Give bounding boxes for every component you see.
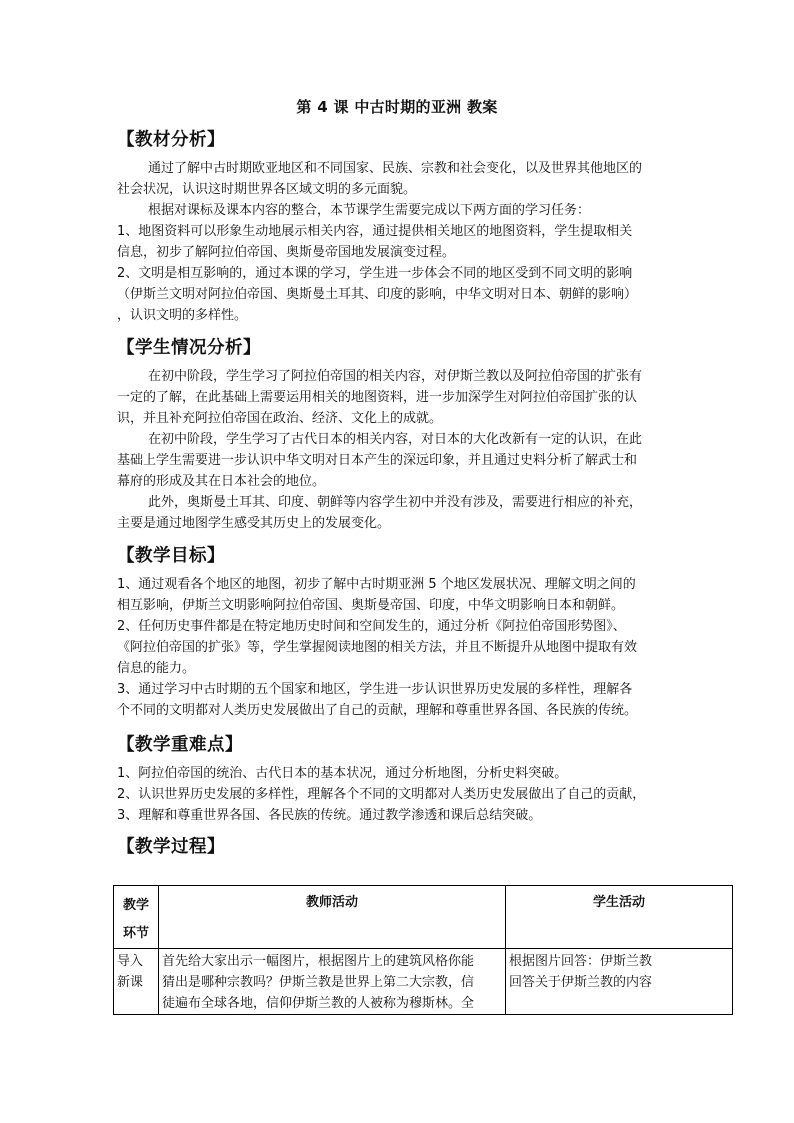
table-cell-teacher: [159, 949, 506, 1015]
section-body-analysis: [117, 158, 677, 326]
table-header-student: 学生活动: [506, 886, 733, 949]
cell-line: 回答关于伊斯兰教的内容: [509, 975, 653, 990]
paragraph-line: 通过了解中古时期欧亚地区和不同国家、民族、宗教和社会变化，以及世界其他地区的: [148, 161, 643, 176]
page-title: 第 4 课 中古时期的亚洲 教案: [296, 98, 498, 116]
paragraph-line: 1、地图资料可以形象生动地展示相关内容，通过提供相关地区的地图资料，学生提取相关: [117, 224, 633, 239]
lesson-process-table: [113, 885, 733, 1015]
table-row: [114, 949, 733, 1015]
paragraph-line: 2、任何历史事件都是在特定地历史时间和空间发生的，通过分析《阿拉伯帝国形势图》、: [117, 619, 626, 634]
table-cell-phase: 导入新课: [114, 949, 159, 1015]
paragraph-line: 在初中阶段，学生学习了阿拉伯帝国的相关内容，对伊斯兰教以及阿拉伯帝国的扩张有: [148, 369, 643, 384]
paragraph-line: 《阿拉伯帝国的扩张》等，学生掌握阅读地图的相关方法，并且不断提升从地图中提取有效: [117, 640, 638, 655]
paragraph-line: （伊斯兰文明对阿拉伯帝国、奥斯曼土耳其、印度的影响，中华文明对日本、朝鲜的影响）: [117, 287, 638, 302]
paragraph-line: 识，并且补充阿拉伯帝国在政治、经济、文化上的成就。: [117, 411, 443, 426]
cell-line: 猜出是哪种宗教吗？伊斯兰教是世界上第二大宗教，信: [162, 975, 475, 990]
table-header-phase: 教学环节: [114, 886, 159, 949]
section-heading-goals: 【教学目标】: [117, 546, 225, 566]
section-body-keypoints: [117, 763, 677, 826]
cell-line: 徒遍布全球各地，信仰伊斯兰教的人被称为穆斯林。全: [162, 996, 475, 1011]
paragraph-line: 2、认识世界历史发展的多样性，理解各个不同的文明都对人类历史发展做出了自己的贡献，: [117, 787, 646, 802]
paragraph-line: 3、通过学习中古时期的五个国家和地区，学生进一步认识世界历史发展的多样性，理解各: [117, 682, 633, 697]
table-header-row: [114, 886, 733, 949]
paragraph-line: 社会状况，认识这时期世界各区域文明的多元面貌。: [117, 182, 417, 197]
paragraph-line: 此外，奥斯曼土耳其、印度、朝鲜等内容学生初中并没有涉及，需要进行相应的补充，: [148, 495, 643, 510]
paragraph-line: 3、理解和尊重世界各国、各民族的传统。通过教学渗透和课后总结突破。: [117, 808, 542, 823]
section-heading-students: 【学生情况分析】: [117, 338, 261, 358]
paragraph-line: 1、阿拉伯帝国的统治、古代日本的基本状况，通过分析地图，分析史料突破。: [117, 766, 568, 781]
paragraph-line: 个不同的文明都对人类历史发展做出了自己的贡献，理解和尊重世界各国、各民族的传统。: [117, 703, 638, 718]
paragraph-line: 一定的了解，在此基础上需要运用相关的地图资料，进一步加深学生对阿拉伯帝国扩张的认: [117, 390, 638, 405]
section-heading-process: 【教学过程】: [117, 837, 225, 857]
cell-line: 首先给大家出示一幅图片，根据图片上的建筑风格你能: [162, 954, 475, 969]
paragraph-line: 主要是通过地图学生感受其历史上的发展变化。: [117, 516, 391, 531]
table-cell-student: [506, 949, 733, 1015]
paragraph-line: 基础上学生需要进一步认识中华文明对日本产生的深远印象，并且通过史料分析了解武士和: [117, 453, 638, 468]
section-heading-keypoints: 【教学重难点】: [117, 735, 243, 755]
paragraph-line: 根据对课标及课本内容的整合，本节课学生需要完成以下两方面的学习任务：: [148, 203, 591, 218]
paragraph-line: 2、文明是相互影响的，通过本课的学习，学生进一步体会不同的地区受到不同文明的影响: [117, 266, 633, 281]
paragraph-line: ，认识文明的多样性。: [117, 308, 248, 323]
section-body-students: [117, 366, 677, 534]
paragraph-line: 1、通过观看各个地区的地图，初步了解中古时期亚洲 5 个地区发展状况、理解文明之间的: [117, 577, 636, 592]
cell-line: 根据图片回答：伊斯兰教: [509, 954, 653, 969]
paragraph-line: 信息的能力。: [117, 661, 196, 676]
section-body-goals: [117, 574, 677, 721]
section-heading-analysis: 【教材分析】: [117, 130, 225, 150]
paragraph-line: 在初中阶段，学生学习了古代日本的相关内容，对日本的大化改新有一定的认识，在此: [148, 432, 643, 447]
paragraph-line: 信息，初步了解阿拉伯帝国、奥斯曼帝国地发展演变过程。: [117, 245, 456, 260]
paragraph-line: 相互影响，伊斯兰文明影响阿拉伯帝国、奥斯曼帝国、印度，中华文明影响日本和朝鲜。: [117, 598, 625, 613]
table-header-teacher: 教师活动: [159, 886, 506, 949]
paragraph-line: 幕府的形成及其在日本社会的地位。: [117, 474, 326, 489]
